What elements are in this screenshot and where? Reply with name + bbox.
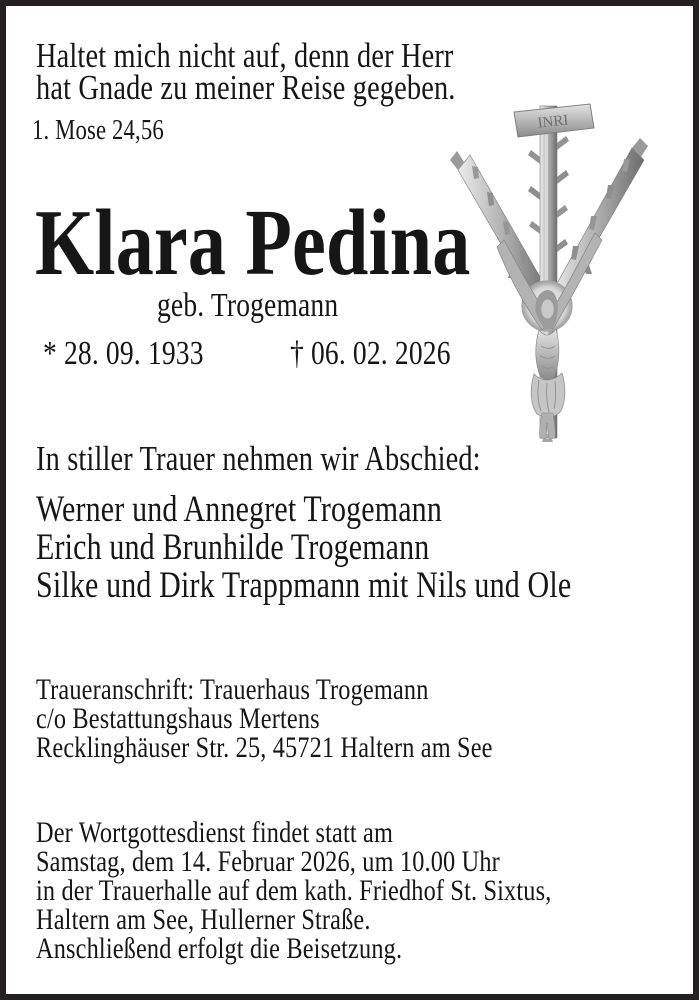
crucifix-image: [450, 100, 652, 442]
mourner-line: Silke und Dirk Trappmann mit Nils und Ole: [36, 565, 572, 606]
birth-date: * 28. 09. 1933: [43, 335, 204, 372]
mourner-line: Werner und Annegret Trogemann: [36, 489, 442, 530]
bible-quote-line-1: Haltet mich nicht auf, denn der Herr: [36, 36, 454, 75]
inri-text: INRI: [536, 112, 570, 132]
address-line: Traueranschrift: Trauerhaus Trogemann: [36, 673, 429, 706]
crucifix-photo: [450, 100, 652, 442]
mourners-list: [36, 491, 571, 605]
death-date: † 06. 02. 2026: [290, 335, 451, 372]
deceased-name: Klara Pedina: [35, 191, 471, 295]
service-info: [36, 818, 551, 963]
address-line: c/o Bestattungshaus Mertens: [36, 702, 320, 735]
service-line: Der Wortgottesdienst findet statt am: [36, 816, 394, 849]
mourning-intro: In stiller Trauer nehmen wir Abschied:: [36, 439, 481, 478]
inri-plaque: [514, 104, 594, 137]
service-line: Anschließend erfolgt die Beisetzung.: [36, 932, 403, 965]
service-line: Samstag, dem 14. Februar 2026, um 10.00 Uhr: [36, 845, 500, 878]
bible-quote-line-2: hat Gnade zu meiner Reise gegeben.: [36, 68, 456, 107]
condolence-address: [36, 675, 493, 762]
address-line: Recklinghäuser Str. 25, 45721 Haltern am See: [36, 731, 493, 764]
bible-quote-source: 1. Mose 24,56: [32, 115, 164, 146]
maiden-name: geb. Trogemann: [157, 287, 339, 324]
service-line: Haltern am See, Hullerner Straße.: [36, 903, 371, 936]
bible-quote: [36, 36, 456, 107]
service-line: in der Trauerhalle auf dem kath. Friedhof St. Sixtus,: [36, 874, 552, 907]
mourner-line: Erich und Brunhilde Trogemann: [36, 527, 430, 568]
